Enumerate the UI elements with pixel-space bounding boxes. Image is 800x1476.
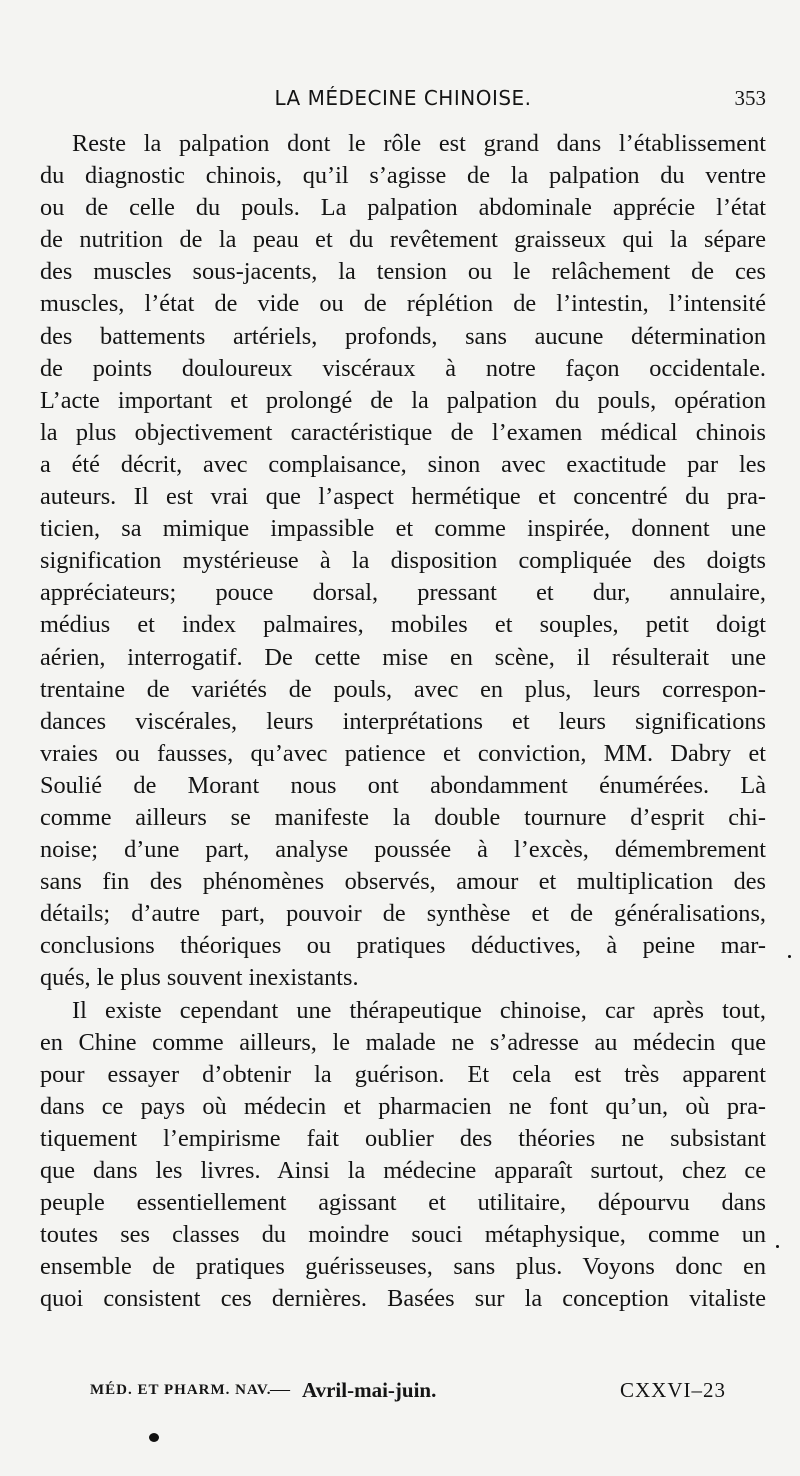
body-text	[40, 128, 766, 1315]
ink-spot	[149, 1433, 159, 1442]
text-line: médius et index palmaires, mobiles et souples, petit doigt	[40, 611, 766, 639]
ink-spot	[788, 955, 791, 958]
text-line: signification mystérieuse à la disposition compliquée des doigts	[40, 547, 766, 575]
text-line: détails; d’autre part, pouvoir de synthèse et de généralisations,	[40, 900, 766, 928]
running-header	[40, 84, 766, 114]
text-line: comme ailleurs se manifeste la double tournure d’esprit chi-	[40, 803, 766, 831]
text-line: la plus objectivement caractéristique de l’examen médical chinois	[40, 418, 766, 446]
text-line: Soulié de Morant nous ont abondamment énumérées. Là	[40, 771, 766, 799]
text-line: auteurs. Il est vrai que l’aspect hermétique et concentré du pra-	[40, 483, 766, 511]
text-line: appréciateurs; pouce dorsal, pressant et dur, annulaire,	[40, 579, 766, 607]
printer-signature: CXXVI–23	[620, 1378, 726, 1402]
page-footer	[90, 1378, 726, 1408]
text-line: peuple essentiellement agissant et utilitaire, dépourvu dans	[40, 1189, 766, 1217]
text-line: ticien, sa mimique impassible et comme inspirée, donnent une	[40, 515, 766, 543]
text-line: dans ce pays où médecin et pharmacien ne font qu’un, où pra-	[40, 1092, 766, 1120]
text-line: vraies ou fausses, qu’avec patience et conviction, MM. Dabry et	[40, 739, 766, 767]
text-line: du diagnostic chinois, qu’il s’agisse de la palpation du ventre	[40, 162, 766, 190]
ink-spot	[776, 1245, 779, 1248]
text-line: pour essayer d’obtenir la guérison. Et cela est très apparent	[40, 1060, 766, 1088]
text-line: de nutrition de la peau et du revêtement graisseux qui la sépare	[40, 226, 766, 254]
text-line: de points douloureux viscéraux à notre façon occidentale.	[40, 354, 766, 382]
text-line: toutes ses classes du moindre souci métaphysique, comme un	[40, 1221, 766, 1249]
text-line: ou de celle du pouls. La palpation abdominale apprécie l’état	[40, 194, 766, 222]
page-number: 353	[734, 86, 766, 110]
text-line: a été décrit, avec complaisance, sinon avec exactitude par les	[40, 450, 766, 478]
text-line: tiquement l’empirisme fait oublier des théories ne subsistant	[40, 1124, 766, 1152]
journal-abbreviation: MÉD. ET PHARM. NAV.	[90, 1382, 272, 1398]
text-line: aérien, interrogatif. De cette mise en scène, il résulterait une	[40, 643, 766, 671]
text-line: ensemble de pratiques guérisseuses, sans plus. Voyons donc en	[40, 1253, 766, 1281]
footer-dash: —	[270, 1378, 290, 1400]
text-line: Reste la palpation dont le rôle est grand dans l’établissement	[72, 130, 766, 157]
text-line: conclusions théoriques ou pratiques déductives, à peine mar-	[40, 932, 766, 960]
text-line: que dans les livres. Ainsi la médecine apparaît surtout, chez ce	[40, 1157, 766, 1184]
text-line: quoi consistent ces dernières. Basées sur la conception vitaliste	[40, 1285, 766, 1313]
text-line: en Chine comme ailleurs, le malade ne s’adresse au médecin que	[40, 1028, 766, 1056]
text-line: des battements artériels, profonds, sans aucune détermination	[40, 322, 766, 350]
text-line: Il existe cependant une thérapeutique chinoise, car après tout,	[72, 996, 766, 1024]
text-line: noise; d’une part, analyse poussée à l’excès, démembrement	[40, 836, 766, 864]
running-title: LA MÉDECINE CHINOISE.	[274, 86, 532, 110]
text-line: des muscles sous-jacents, la tension ou le relâchement de ces	[40, 258, 766, 286]
text-line: sans fin des phénomènes observés, amour et multiplication des	[40, 868, 766, 896]
text-line: dances viscérales, leurs interprétations et leurs significations	[40, 707, 766, 735]
issue-date: Avril-mai-juin.	[302, 1378, 437, 1402]
text-line: trentaine de variétés de pouls, avec en plus, leurs correspon-	[40, 675, 766, 703]
text-line: muscles, l’état de vide ou de réplétion de l’intestin, l’intensité	[40, 290, 766, 318]
text-line: qués, le plus souvent inexistants.	[40, 964, 359, 992]
text-line: L’acte important et prolongé de la palpation du pouls, opération	[40, 386, 766, 414]
